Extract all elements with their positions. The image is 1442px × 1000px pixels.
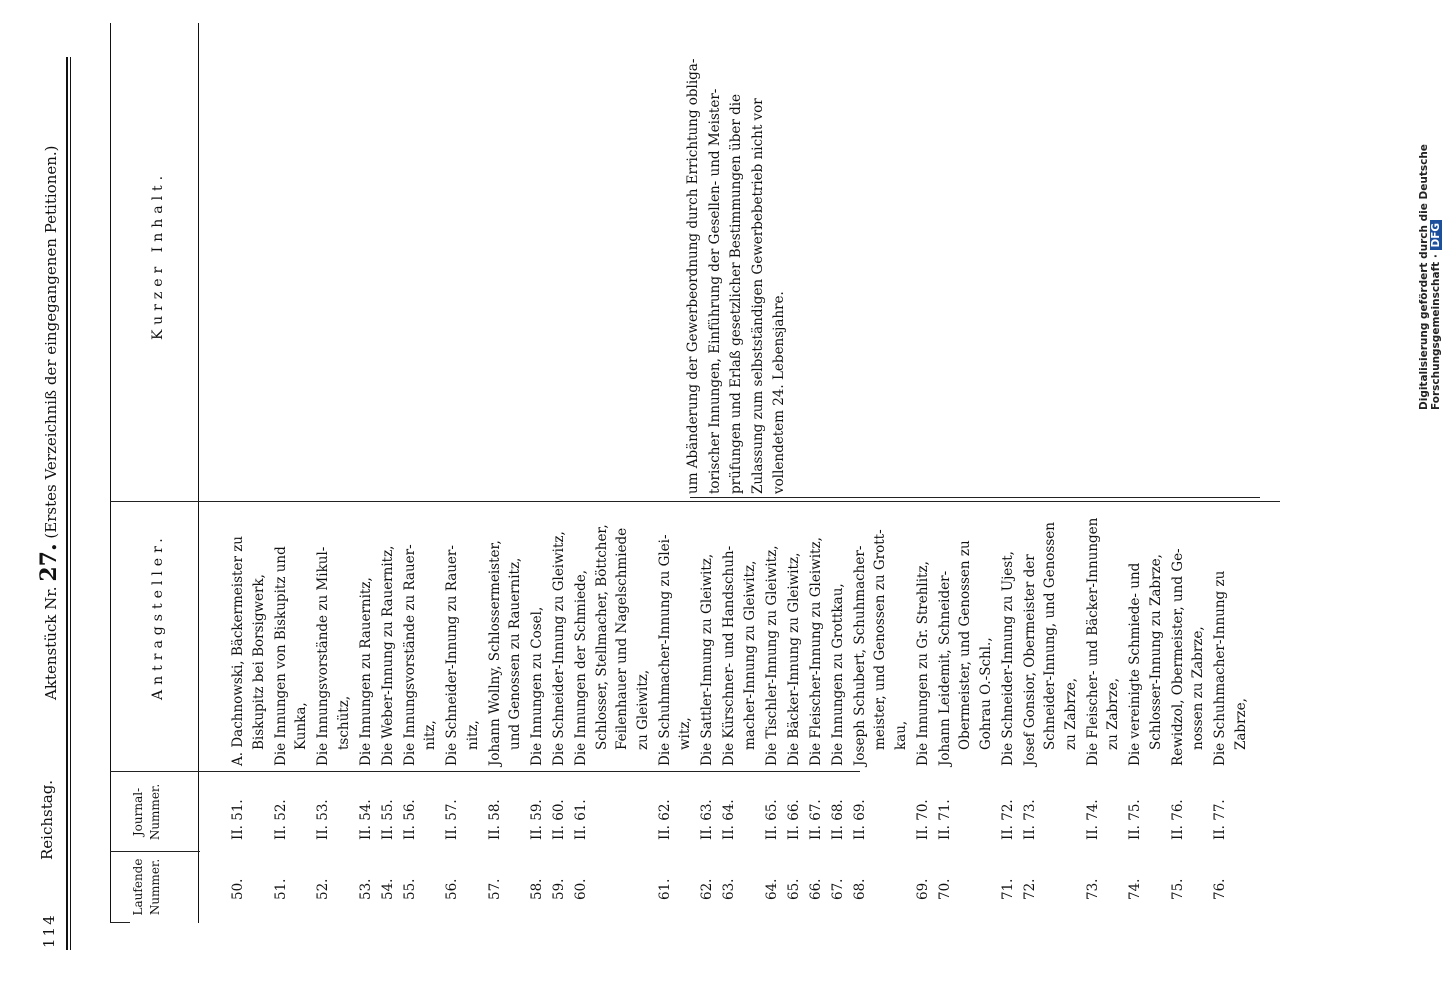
row-number: 72. xyxy=(1021,878,1038,900)
header-prefix: Aktenstück Nr. xyxy=(42,586,60,700)
row-number: 68. xyxy=(851,878,868,900)
row-journal: II. 59. xyxy=(529,799,545,840)
row-number: 61. xyxy=(656,878,673,900)
row-antragsteller-line: Die Innungsvorstände zu Mikul- xyxy=(315,546,331,766)
row-antragsteller-line: nossen zu Zabrze, xyxy=(1190,626,1206,750)
row-antragsteller-line: Die Schuhmacher-Innung zu xyxy=(1212,570,1228,766)
row-antragsteller-line: Zabrze, xyxy=(1232,698,1249,750)
row-antragsteller-line: Die Kürschner- und Handschuh- xyxy=(721,545,737,766)
row-number: 66. xyxy=(807,878,824,900)
row-antragsteller-line: Johann Leidemit, Schneider- xyxy=(936,570,953,766)
header-number: 27. xyxy=(36,543,62,582)
row-journal: II. 77. xyxy=(1212,799,1228,840)
row-antragsteller-line: und Genossen zu Rauernitz, xyxy=(507,557,523,750)
dfg-logo: DFG xyxy=(1430,220,1442,251)
row-number: 54. xyxy=(379,878,396,900)
row-antragsteller-line: meister, und Genossen zu Grott- xyxy=(872,529,888,750)
row-journal: II. 61. xyxy=(573,799,589,840)
row-antragsteller-line: Die Innungen zu Grottkau, xyxy=(829,583,846,766)
col-head-laufende: Laufende Nummer. xyxy=(131,858,162,916)
row-antragsteller-line: Die Schneider-Innung zu Gleiwitz, xyxy=(551,531,567,766)
col-divider-3b xyxy=(690,497,1260,498)
row-antragsteller-line: Schlosser-Innung zu Zabrze, xyxy=(1147,554,1164,750)
row-number: 55. xyxy=(401,878,418,900)
row-antragsteller-line: Die Schneider-Innung zu Rauer- xyxy=(444,545,460,766)
row-journal: II. 55. xyxy=(379,799,396,840)
row-antragsteller-line: Die Innungen der Schmiede, xyxy=(573,569,589,766)
row-antragsteller-line: Schneider-Innung, und Genossen xyxy=(1042,522,1058,750)
row-journal: II. 73. xyxy=(1021,799,1038,840)
row-antragsteller-line: nitz, xyxy=(422,720,438,750)
row-antragsteller-line: Die Fleischer- und Bäcker-Innungen xyxy=(1084,517,1101,766)
row-antragsteller-line: Kunka, xyxy=(293,702,309,750)
header-title xyxy=(36,145,62,700)
row-antragsteller-line: Johann Wollny, Schlossermeister, xyxy=(486,540,503,766)
inhalt-line: prüfungen und Erlaß gesetzlicher Bestimmungen über die xyxy=(728,93,744,494)
header-rule-thin xyxy=(70,57,71,950)
row-antragsteller-line: Feilenhauer und Nagelschmiede xyxy=(614,527,630,750)
row-antragsteller-line: A. Dachnowski, Bäckermeister zu xyxy=(230,535,246,766)
row-antragsteller-line: Die Innungsvorstände zu Rauer- xyxy=(401,544,418,766)
row-antragsteller-line: zu Zabrze, xyxy=(1062,677,1079,750)
row-journal: II. 67. xyxy=(807,799,824,840)
row-journal: II. 52. xyxy=(272,799,289,840)
row-antragsteller-line: tschütz, xyxy=(335,695,352,750)
dfg-credit xyxy=(1418,0,1442,410)
row-antragsteller-line: Die Innungen zu Gr. Strehlitz, xyxy=(914,561,931,766)
row-antragsteller-line: Die Fleischer-Innung zu Gleiwitz, xyxy=(807,537,824,766)
row-journal: II. 63. xyxy=(699,799,715,840)
row-antragsteller-line: nitz, xyxy=(464,720,481,750)
row-antragsteller-line: witz, xyxy=(677,717,693,750)
col-head-journal: Journal-Nummer. xyxy=(131,783,162,841)
table-top-rule xyxy=(110,23,111,923)
row-antragsteller-line: Die Schuhmacher-Innung zu Glei- xyxy=(656,534,673,766)
col-head-inhalt: Kurzer Inhalt. xyxy=(150,170,166,340)
row-antragsteller-line: Rewidzol, Obermeister, und Ge- xyxy=(1169,548,1186,766)
row-journal: II. 71. xyxy=(936,799,953,840)
col-divider-1 xyxy=(110,851,200,852)
row-journal: II. 57. xyxy=(444,799,460,840)
col-head-antragsteller: Antragsteller. xyxy=(150,533,166,700)
dfg-credit-text: Digitalisierung gefördert durch die Deutsche Forschungsgemeinschaft · xyxy=(1418,144,1442,410)
row-number: 53. xyxy=(357,878,374,900)
row-number: 74. xyxy=(1127,878,1143,900)
row-journal: II. 66. xyxy=(785,799,802,840)
row-antragsteller-line: Die Innungen zu Rauernitz, xyxy=(357,577,374,766)
inhalt-line: um Abänderung der Gewerbeordnung durch Errichtung obliga- xyxy=(685,58,701,494)
row-number: 62. xyxy=(699,878,715,900)
row-antragsteller-line: zu Gleiwitz, xyxy=(634,669,651,750)
row-journal: II. 64. xyxy=(721,799,737,840)
row-journal: II. 51. xyxy=(230,799,246,840)
row-journal: II. 53. xyxy=(315,799,331,840)
row-antragsteller-line: Obermeister, und Genossen zu xyxy=(957,540,973,750)
row-journal: II. 72. xyxy=(999,799,1016,840)
row-journal: II. 76. xyxy=(1169,799,1186,840)
row-antragsteller-line: Die Bäcker-Innung zu Gleiwitz, xyxy=(785,552,802,766)
row-number: 63. xyxy=(721,878,737,900)
row-number: 76. xyxy=(1212,878,1228,900)
row-journal: II. 56. xyxy=(401,799,418,840)
row-antragsteller-line: zu Zabrze, xyxy=(1105,677,1121,750)
frame-left xyxy=(110,922,130,923)
row-number: 70. xyxy=(936,878,953,900)
inhalt-line: vollendetem 24. Lebensjahre. xyxy=(771,291,787,494)
row-number: 75. xyxy=(1169,878,1186,900)
row-antragsteller-line: macher-Innung zu Gleiwitz, xyxy=(741,560,758,750)
row-journal: II. 74. xyxy=(1084,799,1101,840)
row-journal: II. 60. xyxy=(551,799,567,840)
row-number: 60. xyxy=(573,878,589,900)
row-antragsteller-line: Die Schneider-Innung zu Ujest, xyxy=(999,551,1016,766)
row-antragsteller-line: Die Weber-Innung zu Rauernitz, xyxy=(379,545,396,766)
row-antragsteller-line: kau, xyxy=(892,720,909,750)
row-journal: II. 62. xyxy=(656,799,673,840)
row-number: 69. xyxy=(914,878,931,900)
row-number: 51. xyxy=(272,878,289,900)
header-rule xyxy=(66,57,68,950)
row-number: 56. xyxy=(444,878,460,900)
page-number: 114 xyxy=(40,913,58,948)
row-number: 64. xyxy=(763,878,780,900)
row-journal: II. 70. xyxy=(914,799,931,840)
inhalt-line: torischer Innungen, Einführung der Gesellen- und Meister- xyxy=(706,88,723,494)
row-number: 59. xyxy=(551,878,567,900)
row-number: 73. xyxy=(1084,878,1101,900)
header-left: Reichstag. xyxy=(38,779,56,860)
row-number: 71. xyxy=(999,878,1016,900)
col-divider-3 xyxy=(110,501,1280,502)
row-antragsteller-line: Die Innungen von Biskupitz und xyxy=(272,546,289,766)
row-journal: II. 68. xyxy=(829,799,846,840)
row-antragsteller-line: Die Tischler-Innung zu Gleiwitz, xyxy=(763,545,780,766)
header-suffix: (Erstes Verzeichniß der eingegangenen Petitionen.) xyxy=(42,145,60,539)
row-number: 58. xyxy=(529,878,545,900)
inhalt-block xyxy=(683,59,791,494)
row-number: 50. xyxy=(230,878,246,900)
row-journal: II. 69. xyxy=(851,799,868,840)
row-antragsteller-line: Die Sattler-Innung zu Gleiwitz, xyxy=(699,553,715,766)
table-head-rule xyxy=(198,23,199,923)
col-divider-2 xyxy=(110,771,860,772)
row-antragsteller-line: Joseph Schubert, Schuhmacher- xyxy=(851,545,868,766)
row-journal: II. 65. xyxy=(763,799,780,840)
row-journal: II. 54. xyxy=(357,799,374,840)
row-journal: II. 58. xyxy=(486,799,503,840)
row-journal: II. 75. xyxy=(1127,799,1143,840)
inhalt-line: Zulassung zum selbstständigen Gewerbebetrieb nicht vor xyxy=(749,98,766,494)
row-antragsteller-line: Josef Gonsior, Obermeister der xyxy=(1021,554,1038,766)
row-antragsteller-line: Schlosser, Stellmacher, Böttcher, xyxy=(593,524,610,750)
row-number: 57. xyxy=(486,878,503,900)
row-number: 67. xyxy=(829,878,846,900)
row-antragsteller-line: Die Innungen zu Cosel, xyxy=(529,606,545,766)
row-antragsteller-line: Gohrau O.-Schl., xyxy=(977,637,994,750)
row-antragsteller-line: Die vereinigte Schmiede- und xyxy=(1127,562,1143,766)
row-number: 65. xyxy=(785,878,802,900)
row-number: 52. xyxy=(315,878,331,900)
row-antragsteller-line: Biskupitz bei Borsigwerk, xyxy=(250,574,267,750)
